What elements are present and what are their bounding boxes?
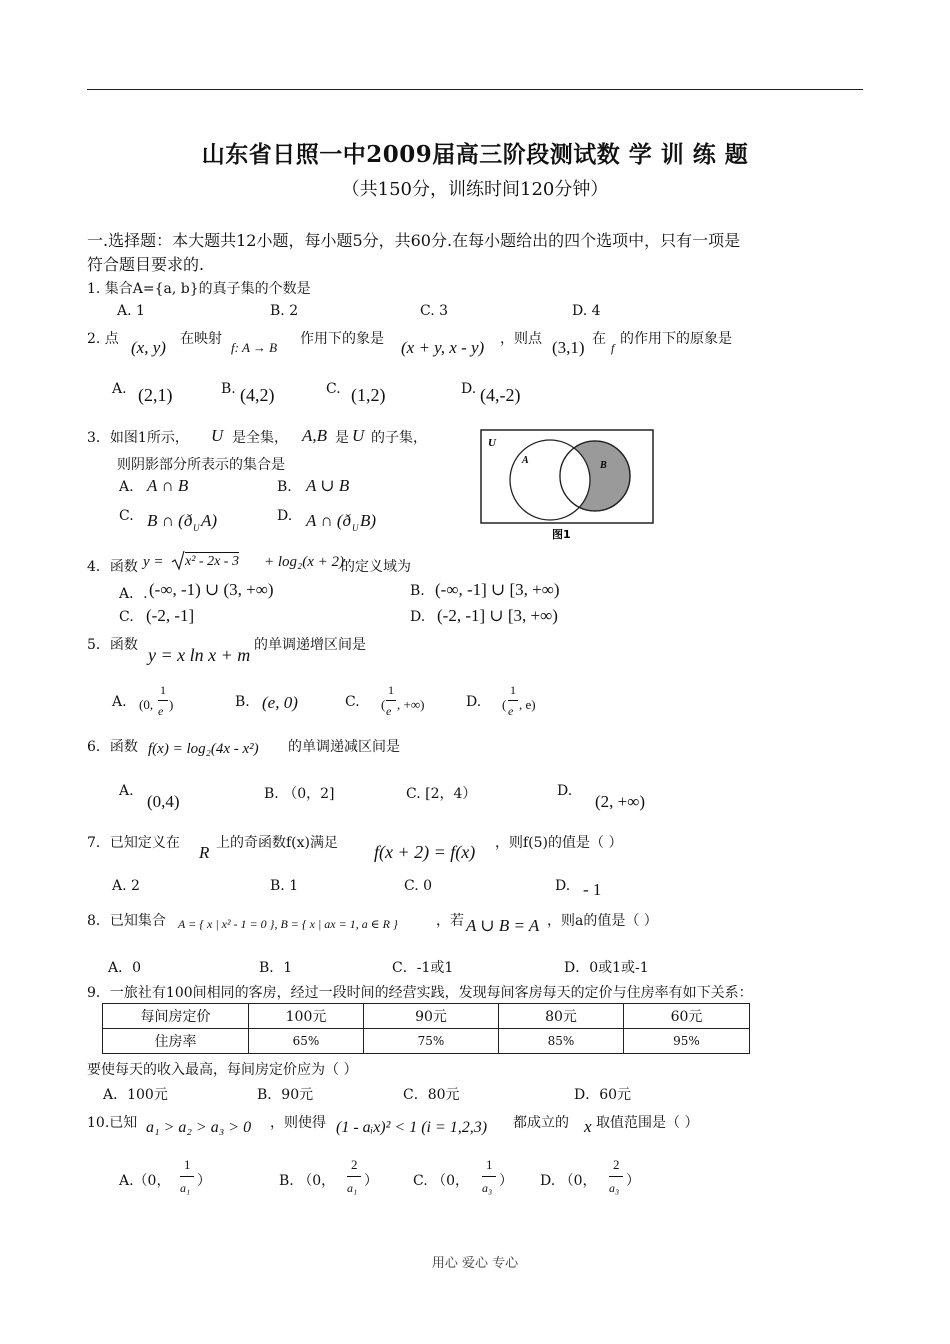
- q10-option-d-den: a₃: [609, 1181, 620, 1195]
- q10-option-c: C. （0，: [413, 1173, 470, 1189]
- page-subtitle: （共150分，训练时间120分钟）: [341, 179, 609, 200]
- q4-option-d: D.: [410, 609, 426, 625]
- q6-option-a-value: (0,4): [147, 792, 180, 811]
- table-cell: 85%: [499, 1029, 624, 1054]
- venn-caption: 图1: [552, 528, 571, 541]
- q3-option-d-sub: U: [352, 523, 359, 533]
- q5-option-a-close: ): [169, 697, 174, 712]
- q5-option-c-num: 1: [388, 683, 394, 697]
- q6-post: 的单调递减区间是: [288, 739, 400, 755]
- q5-option-a-open: (0,: [139, 697, 154, 712]
- q7-equation: f(x + 2) = f(x): [374, 842, 476, 862]
- q5-option-c-close: , +∞): [397, 697, 425, 712]
- table-cell: 65%: [249, 1029, 364, 1054]
- q4-option-a: A．.: [119, 586, 148, 602]
- q5-function: y = x ln x + m: [148, 645, 251, 665]
- q10-option-b-num: 2: [351, 1157, 358, 1172]
- q2-text3: ，则点: [500, 331, 542, 347]
- q3-line1b: 是全集，: [232, 430, 288, 446]
- q4-log: + log₂(x + 2): [264, 554, 345, 570]
- q5-option-d-den: e: [508, 704, 514, 718]
- q5-pre: 5．函数: [87, 637, 138, 653]
- q10-x: x: [584, 1117, 592, 1136]
- q8-option-a: A．0: [108, 960, 142, 976]
- table-cell: 95%: [624, 1029, 750, 1054]
- page-title: 山东省日照一中2009届高三阶段测试数 学 训 练 题: [201, 141, 749, 168]
- q10-option-a-bar: [180, 1176, 194, 1177]
- q2-text4: 在: [592, 331, 606, 347]
- q5-option-d-bar: [508, 700, 518, 701]
- q3-option-b-value: A ∪ B: [306, 476, 350, 495]
- q8-mid: ，若: [436, 913, 464, 929]
- table-cell: 住房率: [103, 1029, 249, 1054]
- q3-sets: A,B: [302, 426, 328, 445]
- q10-option-a-num: 1: [184, 1157, 191, 1172]
- q10-option-c-close: ）: [499, 1173, 513, 1189]
- q2-number: 2. 点: [87, 331, 119, 347]
- section-intro-line2: 符合题目要求的.: [87, 255, 205, 274]
- page-footer: 用心 爱心 专心: [431, 1256, 519, 1271]
- q8-pre: 8．已知集合: [87, 913, 166, 929]
- q4-option-c: C.: [119, 609, 134, 625]
- q3-line1a: 3．如图1所示，: [87, 430, 189, 446]
- q3-option-c: C.: [119, 508, 134, 524]
- table-cell: 100元: [249, 1004, 364, 1029]
- q10-pre: 10.已知: [87, 1115, 138, 1131]
- q2-option-c: C.: [326, 381, 341, 397]
- q10-option-d-close: ）: [626, 1173, 640, 1189]
- q6-option-b: B. （0，2]: [264, 786, 335, 802]
- q2-option-a: A.: [112, 381, 127, 397]
- q10-option-c-den: a₃: [482, 1181, 493, 1195]
- q7-option-b: B. 1: [270, 878, 299, 894]
- q7-option-a: A. 2: [112, 878, 140, 894]
- q7-pre: 7．已知定义在: [87, 835, 180, 851]
- q10-option-b-den: a₁: [347, 1181, 358, 1195]
- table-cell: 75%: [364, 1029, 499, 1054]
- q5-option-b: B.: [235, 694, 250, 710]
- q1-option-d: D. 4: [572, 303, 601, 319]
- q5-option-d-open: (: [502, 697, 507, 712]
- q5-option-a-bar: [158, 700, 168, 701]
- q9-option-b: B．90元: [257, 1087, 314, 1103]
- header-rule: [87, 89, 863, 90]
- q10-option-b-bar: [347, 1176, 361, 1177]
- venn-label-u: U: [488, 437, 496, 449]
- venn-label-b: B: [600, 460, 607, 471]
- q4-y: y =: [143, 554, 164, 570]
- q10-option-d: D. （0，: [540, 1173, 597, 1189]
- q3-option-a: A.: [119, 479, 134, 495]
- q10-mid2: 都成立的: [513, 1115, 569, 1131]
- q7-option-d-value: - 1: [583, 880, 602, 899]
- q5-option-a-num: 1: [160, 683, 166, 697]
- table-row: [103, 1004, 750, 1029]
- q3-option-d: D.: [277, 508, 293, 524]
- q5-option-d-close: , e): [519, 697, 536, 712]
- q4-option-d-value: (-2, -1] ∪ [3, +∞): [437, 606, 558, 625]
- q5-option-c-bar: [386, 700, 396, 701]
- q2-map: f: A → B: [231, 340, 278, 355]
- q4-radicand: x² - 2x - 3: [185, 554, 239, 569]
- q3-option-a-value: A ∩ B: [147, 476, 189, 495]
- q3-option-c-end: A): [201, 511, 218, 530]
- q5-option-b-value: (e, 0): [262, 693, 298, 712]
- q7-r: R: [199, 843, 210, 862]
- q2-text2: 作用下的象是: [300, 331, 384, 347]
- q10-option-c-bar: [482, 1176, 496, 1177]
- q10-option-c-num: 1: [486, 1157, 493, 1172]
- q2-point: (x, y): [131, 338, 166, 357]
- q7-mid: 上的奇函数f(x)满足: [216, 835, 339, 851]
- q6-option-d: D.: [557, 783, 573, 799]
- q2-text1: 在映射: [180, 331, 222, 347]
- q3-option-d-end: B): [360, 511, 377, 530]
- q10-option-a-close: ）: [197, 1173, 211, 1189]
- q5-option-a: A.: [112, 694, 127, 710]
- q5-post: 的单调递增区间是: [254, 637, 366, 653]
- q10-option-a-den: a₁: [180, 1181, 191, 1195]
- q4-option-c-value: (-2, -1]: [146, 606, 195, 625]
- q9-option-d: D．60元: [574, 1087, 632, 1103]
- table-cell: 60元: [624, 1004, 750, 1029]
- table-row: [103, 1029, 750, 1054]
- q5-option-c: C.: [345, 694, 360, 710]
- q3-option-c-sub: U: [193, 523, 200, 533]
- q10-option-d-num: 2: [613, 1157, 620, 1172]
- q10-inequality: a₁ > a₂ > a₃ > 0: [146, 1119, 252, 1136]
- q3-line2: 则阴影部分所表示的集合是: [117, 457, 285, 473]
- q9-option-c: C．80元: [403, 1087, 460, 1103]
- q7-option-c: C. 0: [404, 878, 433, 894]
- q6-option-c: C. [2，4）: [406, 786, 477, 802]
- q8-post: ，则a的值是（ ）: [547, 913, 658, 929]
- q5-option-d: D.: [466, 694, 482, 710]
- q1-option-b: B. 2: [270, 303, 299, 319]
- q3-universal2: U: [352, 426, 365, 445]
- q7-post: ，则f(5)的值是（ ）: [495, 835, 623, 851]
- q2-option-b-value: (4,2): [240, 385, 275, 405]
- q1-option-a: A. 1: [117, 303, 145, 319]
- venn-figure: [478, 428, 658, 546]
- q2-option-d-value: (4,-2): [480, 385, 521, 405]
- q5-option-a-den: e: [158, 704, 164, 718]
- q10-option-b-close: ）: [364, 1173, 378, 1189]
- q10-option-a: A.（0，: [119, 1173, 171, 1189]
- q8-option-c: C．-1或1: [392, 960, 454, 976]
- q10-option-d-bar: [609, 1176, 623, 1177]
- venn-label-a: A: [522, 455, 529, 466]
- q4-option-a-value: (-∞, -1) ∪ (3, +∞): [149, 580, 274, 599]
- q2-text5: 的作用下的原象是: [620, 331, 732, 347]
- q8-option-b: B．1: [259, 960, 293, 976]
- price-table: [102, 1003, 750, 1054]
- section-intro-line1: 一.选择题：本大题共12小题，每小题5分，共60分.在每小题给出的四个选项中，只有一项是: [87, 231, 741, 250]
- q6-option-a: A.: [119, 783, 134, 799]
- q3-line1d: 的子集，: [371, 430, 427, 446]
- q3-line1c: 是: [335, 430, 349, 446]
- q4-option-b: B.: [410, 583, 425, 599]
- table-cell: 80元: [499, 1004, 624, 1029]
- q9-ask: 要使每天的收入最高，每间房定价应为（ ）: [87, 1062, 358, 1078]
- q2-option-b: B.: [221, 381, 236, 397]
- q2-point2: (3,1): [552, 338, 585, 357]
- table-cell: 90元: [364, 1004, 499, 1029]
- q4-post: 的定义域为: [341, 559, 411, 575]
- q1-option-c: C. 3: [420, 303, 449, 319]
- q5-option-c-den: e: [386, 704, 392, 718]
- q2-option-a-value: (2,1): [138, 385, 173, 405]
- q3-option-b: B.: [277, 479, 292, 495]
- q8-equation: A ∪ B = A: [466, 916, 540, 935]
- q10-option-b: B. （0，: [279, 1173, 336, 1189]
- q10-condition: (1 - aᵢx)² < 1 (i = 1,2,3): [336, 1119, 488, 1136]
- q2-f: f: [611, 341, 615, 355]
- q6-pre: 6．函数: [87, 739, 138, 755]
- q4-option-b-value: (-∞, -1] ∪ [3, +∞): [435, 580, 560, 599]
- q3-option-d-value: A ∩ (ð: [306, 511, 352, 530]
- q2-option-c-value: (1,2): [351, 385, 386, 405]
- q6-function: f(x) = log₂(4x - x²): [148, 741, 259, 757]
- q1-stem: 1. 集合A={a, b}的真子集的个数是: [87, 281, 311, 297]
- q5-option-d-num: 1: [510, 683, 516, 697]
- q2-image: (x + y, x - y): [401, 338, 485, 357]
- q8-sets: A = { x | x² - 1 = 0 }, B = { x | ax = 1, a ∈ R }: [178, 917, 398, 931]
- q2-option-d: D.: [461, 381, 477, 397]
- q7-option-d: D.: [555, 878, 571, 894]
- q8-option-d: D．0或1或-1: [564, 960, 649, 976]
- q6-option-d-value: (2, +∞): [595, 792, 646, 811]
- q10-post: 取值范围是（ ）: [596, 1115, 699, 1131]
- sqrt-sign: [171, 549, 185, 571]
- q3-option-c-value: B ∩ (ð: [147, 511, 193, 530]
- q9-stem: 9．一旅社有100间相同的客房，经过一段时间的经营实践，发现每间客房每天的定价与住房率有如下关系：: [87, 985, 753, 1001]
- q10-mid: ，则使得: [270, 1115, 326, 1131]
- q5-option-c-open: (: [381, 697, 386, 712]
- q3-universal: U: [211, 426, 224, 445]
- q4-pre: 4．函数: [87, 559, 138, 575]
- q9-option-a: A．100元: [103, 1087, 168, 1103]
- table-cell: 每间房定价: [103, 1004, 249, 1029]
